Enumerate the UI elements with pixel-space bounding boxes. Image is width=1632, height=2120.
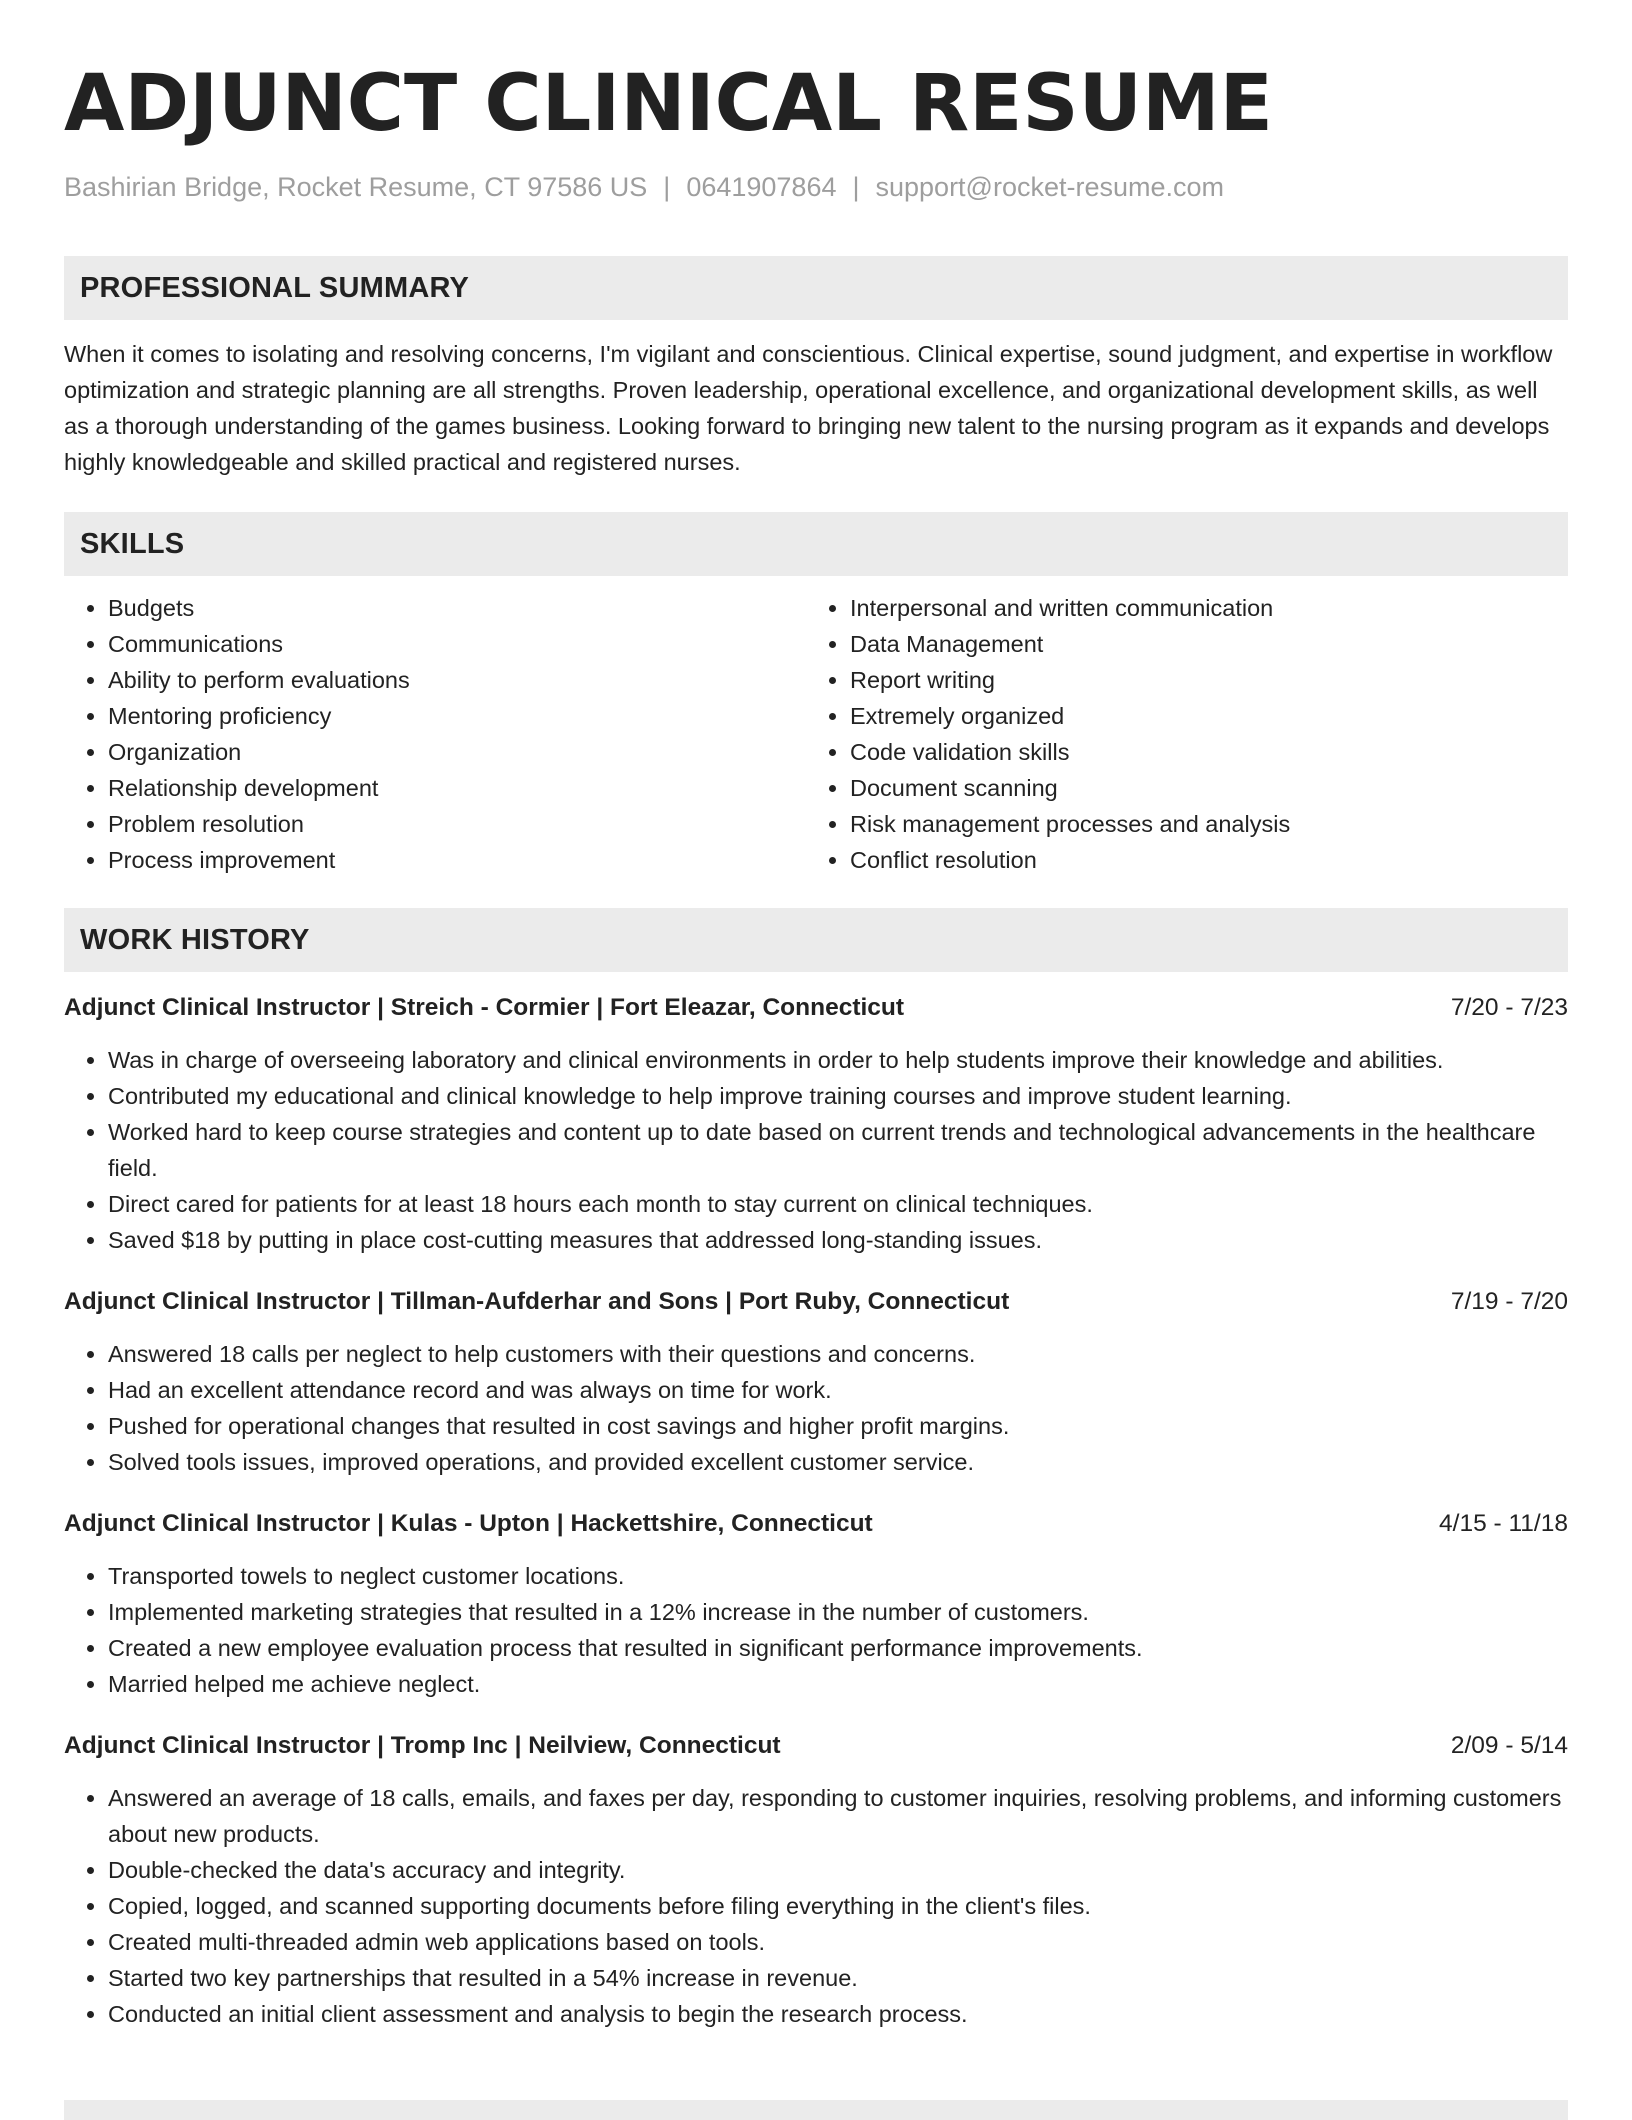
skill-item: • Organization xyxy=(108,734,806,770)
skills-section xyxy=(64,512,1568,878)
job-bullet: • Answered 18 calls per neglect to help customers with their questions and concerns. xyxy=(108,1336,1568,1372)
contact-separator: | xyxy=(663,172,671,202)
summary-text: When it comes to isolating and resolving concerns, I'm vigilant and conscientious. Clinical expertise, sound judgment, and expertise in workflow optimization and strategic planning are all strengths. Proven leadership, operational excellence, and organizational development skills, as well as a thorough understanding of the games business. Looking forward to bringing new talent to the nursing program as it expands and develops highly knowledgeable and skilled practical and registered nurses. xyxy=(64,341,1553,475)
job-bullet: • Direct cared for patients for at least 18 hours each month to stay current on clinical techniques. xyxy=(108,1186,1568,1222)
work-history-section xyxy=(64,908,1568,2032)
skill-item: • Code validation skills xyxy=(850,734,1548,770)
skill-item: • Communications xyxy=(108,626,806,662)
professional-summary-section xyxy=(64,256,1568,480)
skill-item: • Conflict resolution xyxy=(850,842,1548,878)
job-header xyxy=(64,1728,1568,1764)
job-bullet: • Worked hard to keep course strategies and content up to date based on current trends and technological advancements in the healthcare field. xyxy=(108,1114,1568,1186)
job-entry xyxy=(64,1284,1568,1480)
job-bullet: • Created multi-threaded admin web applications based on tools. xyxy=(108,1924,1568,1960)
job-bullets xyxy=(64,1336,1568,1480)
job-bullet: • Saved $18 by putting in place cost-cutting measures that addressed long-standing issues. xyxy=(108,1222,1568,1258)
job-bullet: • Contributed my educational and clinical knowledge to help improve training courses and improve student learning. xyxy=(108,1078,1568,1114)
job-bullet: • Answered an average of 18 calls, emails, and faxes per day, responding to customer inquiries, resolving problems, and informing customers about new products. xyxy=(108,1780,1568,1852)
job-bullet: • Created a new employee evaluation process that resulted in significant performance improvements. xyxy=(108,1630,1568,1666)
job-dates: 7/20 - 7/23 xyxy=(1450,994,1568,1021)
skill-item: • Problem resolution xyxy=(108,806,806,842)
contact-address: Bashirian Bridge, Rocket Resume, CT 97586 US xyxy=(64,172,648,202)
skill-item: • Ability to perform evaluations xyxy=(108,662,806,698)
contact-phone: 0641907864 xyxy=(686,172,837,202)
job-bullet: • Solved tools issues, improved operations, and provided excellent customer service. xyxy=(108,1444,1568,1480)
contact-separator: | xyxy=(852,172,860,202)
job-title: Adjunct Clinical Instructor | Tillman-Aufderhar and Sons | Port Ruby, Connecticut xyxy=(64,1288,1010,1315)
skills-column-right xyxy=(806,590,1548,878)
job-bullet: • Was in charge of overseeing laboratory and clinical environments in order to help students improve their knowledge and abilities. xyxy=(108,1042,1568,1078)
skill-item: • Data Management xyxy=(850,626,1548,662)
resume-page xyxy=(64,56,1568,2032)
skill-item: • Interpersonal and written communication xyxy=(850,590,1548,626)
job-bullet: • Had an excellent attendance record and was always on time for work. xyxy=(108,1372,1568,1408)
section-heading-skills: SKILLS xyxy=(64,512,1568,576)
job-bullets xyxy=(64,1780,1568,2032)
next-section-header-edge xyxy=(64,2100,1568,2120)
job-header xyxy=(64,1284,1568,1320)
section-heading-summary: PROFESSIONAL SUMMARY xyxy=(64,256,1568,320)
job-header xyxy=(64,990,1568,1026)
contact-email: support@rocket-resume.com xyxy=(875,172,1225,202)
skill-item: • Process improvement xyxy=(108,842,806,878)
skill-item: • Relationship development xyxy=(108,770,806,806)
skill-item: • Document scanning xyxy=(850,770,1548,806)
job-entry xyxy=(64,990,1568,1258)
job-header xyxy=(64,1506,1568,1542)
resume-title: ADJUNCT CLINICAL RESUME xyxy=(64,59,1273,149)
job-bullet: • Implemented marketing strategies that resulted in a 12% increase in the number of customers. xyxy=(108,1594,1568,1630)
job-title: Adjunct Clinical Instructor | Kulas - Upton | Hackettshire, Connecticut xyxy=(64,1510,873,1537)
job-entry xyxy=(64,1506,1568,1702)
job-entry xyxy=(64,1728,1568,2032)
job-dates: 2/09 - 5/14 xyxy=(1450,1732,1568,1759)
job-bullet: • Double-checked the data's accuracy and integrity. xyxy=(108,1852,1568,1888)
job-bullets xyxy=(64,1558,1568,1702)
skills-column-left xyxy=(64,590,806,878)
section-heading-work: WORK HISTORY xyxy=(64,908,1568,972)
job-title: Adjunct Clinical Instructor | Tromp Inc | Neilview, Connecticut xyxy=(64,1732,781,1759)
skill-item: • Extremely organized xyxy=(850,698,1548,734)
job-bullet: • Pushed for operational changes that resulted in cost savings and higher profit margins. xyxy=(108,1408,1568,1444)
job-title: Adjunct Clinical Instructor | Streich - Cormier | Fort Eleazar, Connecticut xyxy=(64,994,905,1021)
job-dates: 4/15 - 11/18 xyxy=(1439,1510,1568,1537)
job-bullet: • Transported towels to neglect customer locations. xyxy=(108,1558,1568,1594)
job-bullet: • Married helped me achieve neglect. xyxy=(108,1666,1568,1702)
skills-grid xyxy=(64,590,1568,878)
job-bullets xyxy=(64,1042,1568,1258)
job-bullet: • Started two key partnerships that resulted in a 54% increase in revenue. xyxy=(108,1960,1568,1996)
job-dates: 7/19 - 7/20 xyxy=(1450,1288,1568,1315)
contact-line xyxy=(64,170,1568,204)
job-bullet: • Copied, logged, and scanned supporting documents before filing everything in the client's files. xyxy=(108,1888,1568,1924)
skill-item: • Report writing xyxy=(850,662,1548,698)
job-bullet: • Conducted an initial client assessment and analysis to begin the research process. xyxy=(108,1996,1568,2032)
skill-item: • Risk management processes and analysis xyxy=(850,806,1548,842)
skill-item: • Budgets xyxy=(108,590,806,626)
skill-item: • Mentoring proficiency xyxy=(108,698,806,734)
